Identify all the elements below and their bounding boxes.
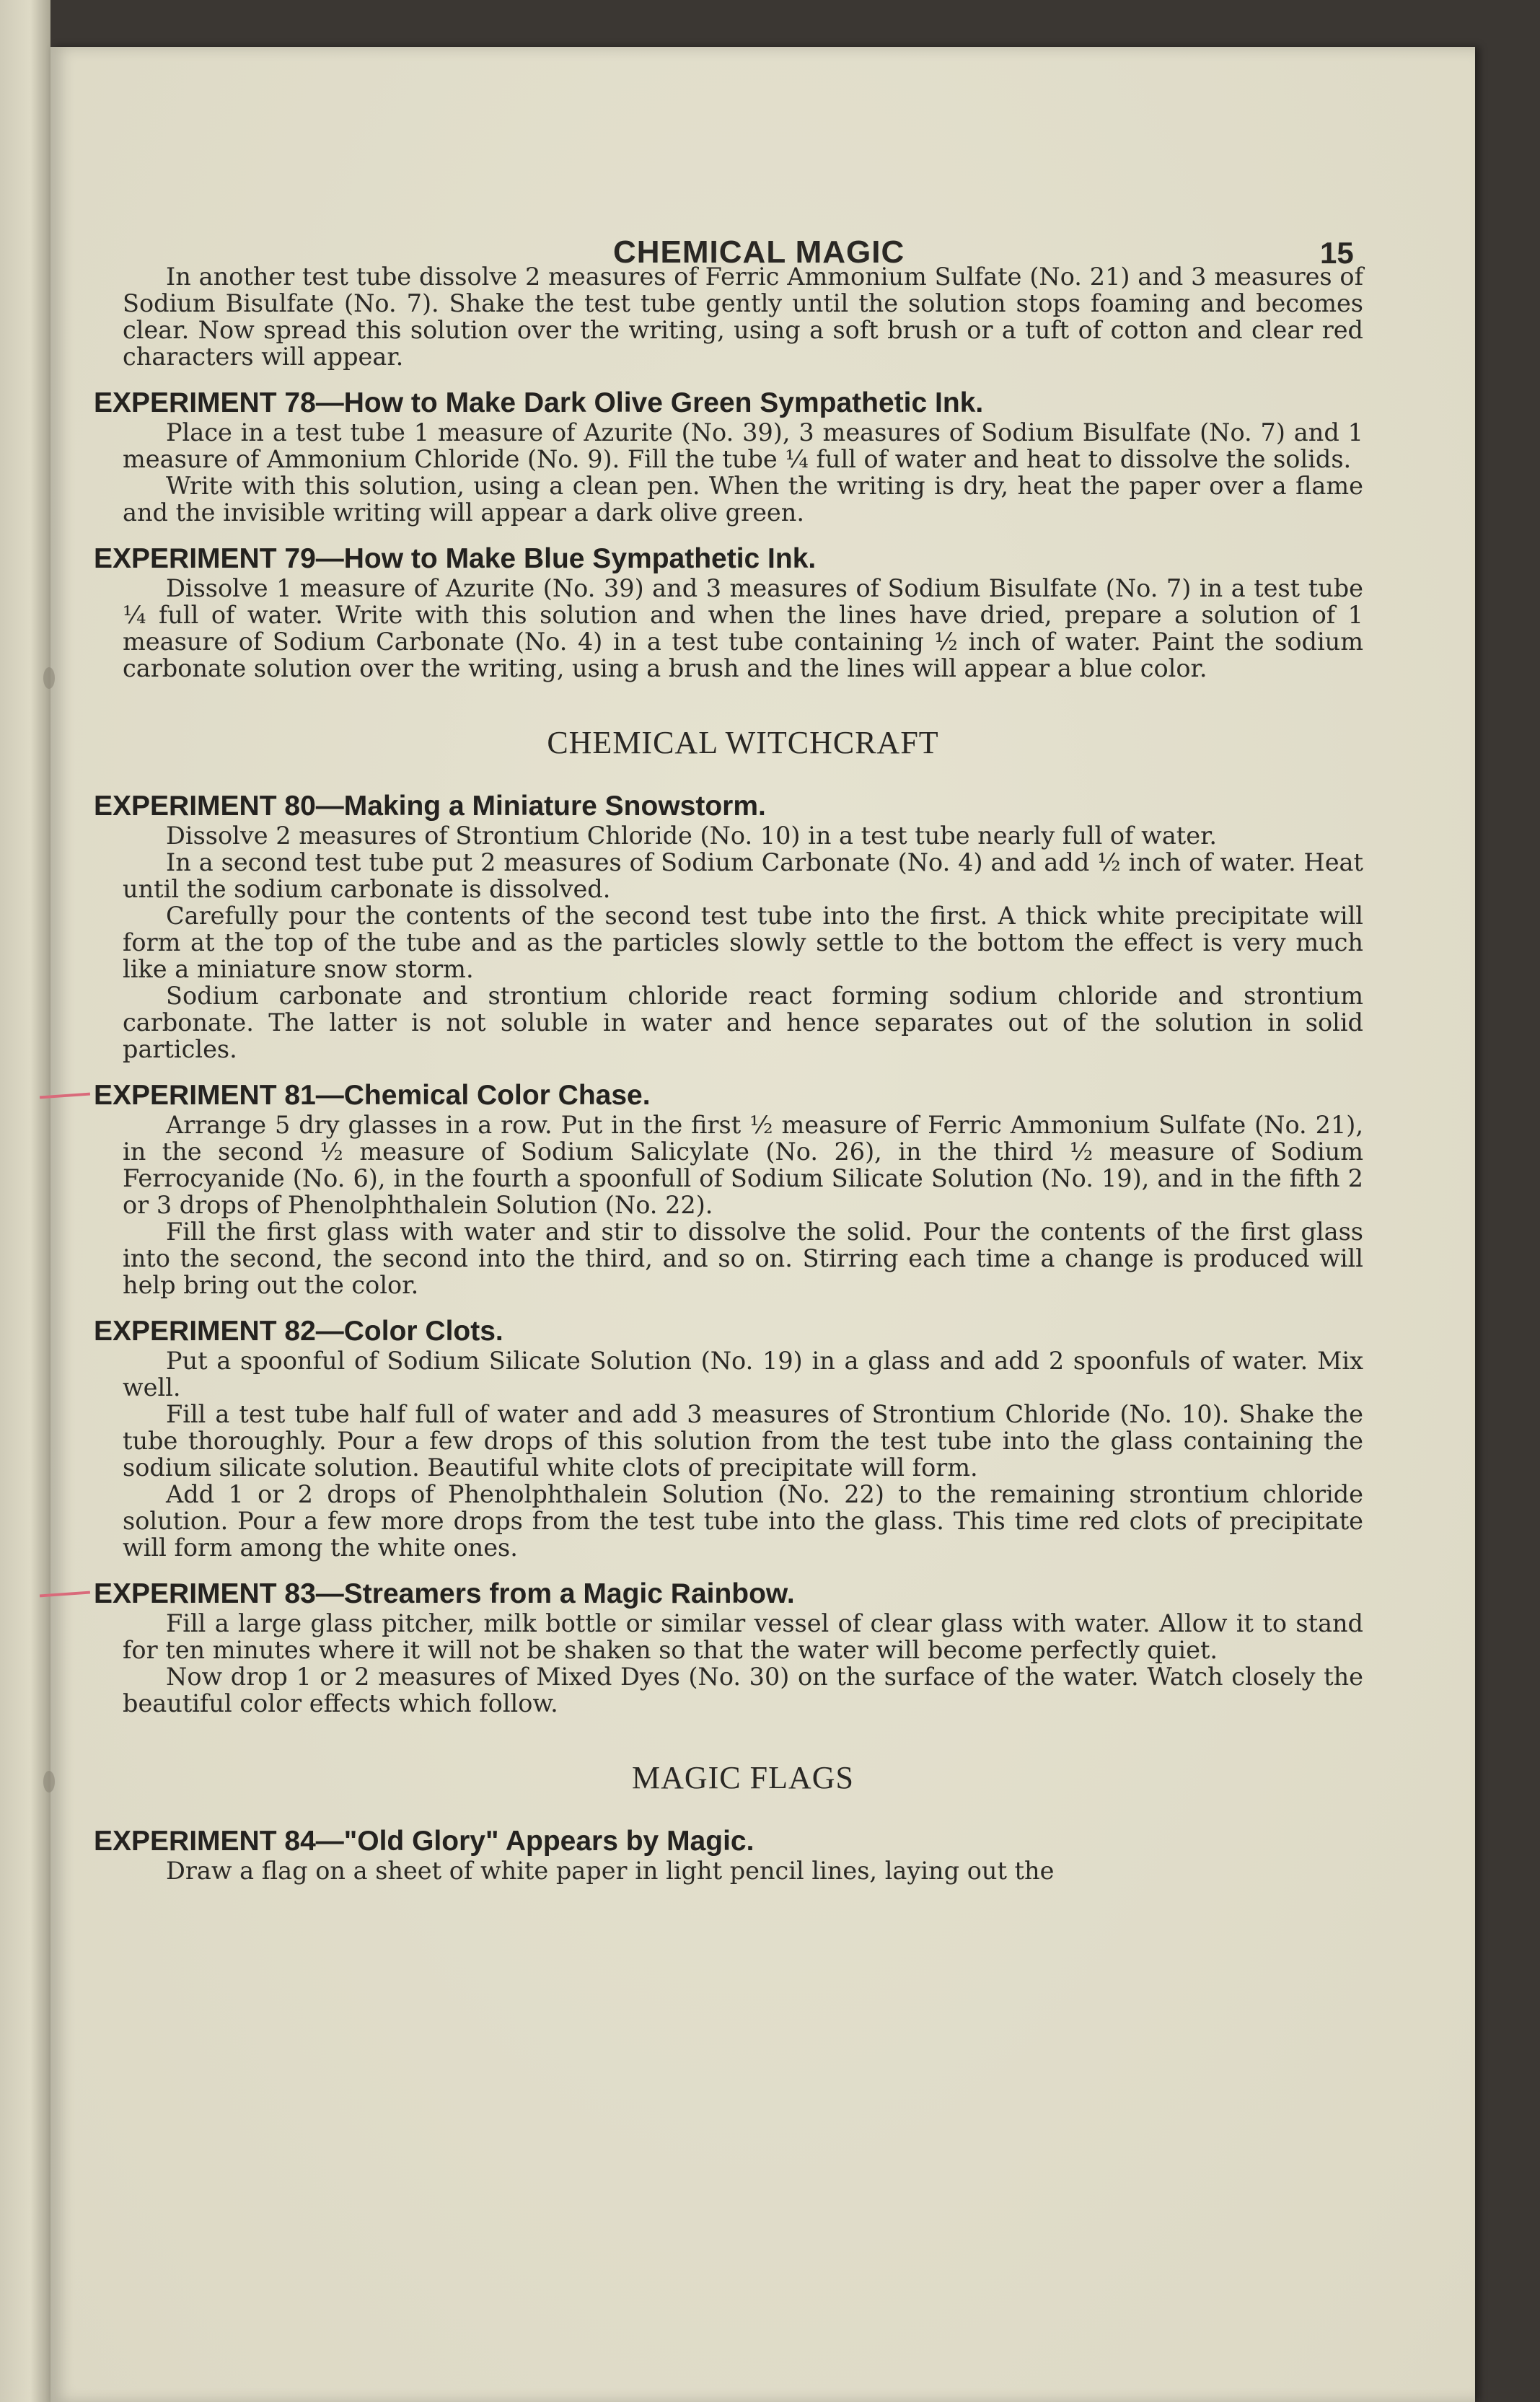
experiment-80 xyxy=(94,791,1363,1063)
paragraph: Fill a test tube half full of water and add 3 measures of Strontium Chloride (No. 10). Shake the tube thoroughly. Pour a few drops of this solution from the test tube into the glass containing the sodium silicate solution. Beautiful white clots of precipitate will form. xyxy=(123,1400,1363,1482)
paragraph: Arrange 5 dry glasses in a row. Put in the first ½ measure of Ferric Ammonium Sulfate (No. 21), in the second ½ measure of Sodium Salicylate (No. 26), in the third ½ measure of Sodium Ferrocyanide (No. 6), in the fourth a spoonfull of Sodium Silicate Solution (No. 19), and in the fifth 2 or 3 drops of Phenolphthalein Solution (No. 22). xyxy=(123,1111,1363,1219)
experiment-number: EXPERIMENT 79 xyxy=(94,543,316,574)
experiment-82 xyxy=(94,1316,1363,1562)
paragraph: Put a spoonful of Sodium Silicate Solution (No. 19) in a glass and add 2 spoonfuls of water. Mix well. xyxy=(123,1347,1363,1402)
paragraph: Place in a test tube 1 measure of Azurite (No. 39), 3 measures of Sodium Bisulfate (No. 7) and 1 measure of Ammonium Chloride (No. 9). Fill the tube ¼ full of water and heat to dissolve the solids. xyxy=(123,418,1363,473)
section-title-chemical-witchcraft: CHEMICAL WITCHCRAFT xyxy=(547,725,939,760)
experiment-number: EXPERIMENT 84 xyxy=(94,1826,316,1857)
experiment-84 xyxy=(94,1826,1363,1885)
experiment-78 xyxy=(94,387,1363,527)
experiment-number: EXPERIMENT 81 xyxy=(94,1080,316,1111)
page-body xyxy=(94,263,1363,1885)
paragraph: Fill the first glass with water and stir to dissolve the solid. Pour the contents of the first glass into the second, the second into the third, and so on. Stirring each time a change is produced will help bring out the color. xyxy=(123,1218,1363,1299)
experiment-title: —Streamers from a Magic Rainbow. xyxy=(315,1578,795,1609)
experiment-number: EXPERIMENT 83 xyxy=(94,1578,316,1609)
page-number: 15 xyxy=(1320,236,1354,270)
experiment-number: EXPERIMENT 78 xyxy=(94,387,316,418)
paragraph: In a second test tube put 2 measures of Sodium Carbonate (No. 4) and add ½ inch of water. Heat until the sodium carbonate is dissolved. xyxy=(123,848,1363,903)
left-page-edge xyxy=(0,0,50,2402)
experiment-title: —"Old Glory" Appears by Magic. xyxy=(315,1826,754,1857)
experiment-title: —How to Make Dark Olive Green Sympathetic Ink. xyxy=(315,387,984,418)
paragraph: Draw a flag on a sheet of white paper in light pencil lines, laying out the xyxy=(166,1857,1055,1885)
experiment-heading xyxy=(94,543,1363,575)
paragraph: Fill a large glass pitcher, milk bottle or similar vessel of clear glass with water. Allow it to stand for ten minutes where it will not be shaken so that the water will become perfectly quiet. xyxy=(123,1609,1363,1664)
experiment-heading xyxy=(94,1826,1363,1857)
paragraph: Write with this solution, using a clean pen. When the writing is dry, heat the paper over a flame and the invisible writing will appear a dark olive green. xyxy=(123,472,1363,527)
experiment-title: —Chemical Color Chase. xyxy=(315,1080,651,1111)
experiment-title: —How to Make Blue Sympathetic Ink. xyxy=(315,543,817,574)
paragraph: Sodium carbonate and strontium chloride react forming sodium chloride and strontium carbonate. The latter is not soluble in water and hence separates out of the solution in solid particles. xyxy=(123,982,1363,1063)
paragraph: Now drop 1 or 2 measures of Mixed Dyes (No. 30) on the surface of the water. Watch closely the beautiful color effects which follow. xyxy=(123,1663,1363,1717)
paragraph: Carefully pour the contents of the second test tube into the first. A thick white precipitate will form at the top of the tube and as the particles slowly settle to the bottom the effect is very much like a miniature snow storm. xyxy=(123,902,1363,983)
experiment-83 xyxy=(94,1578,1363,1717)
experiment-heading xyxy=(94,791,1363,822)
experiment-heading xyxy=(94,1578,1363,1610)
binding-hole xyxy=(43,1771,55,1792)
section-title-magic-flags: MAGIC FLAGS xyxy=(631,1760,855,1795)
experiment-heading xyxy=(94,1080,1363,1112)
experiment-heading xyxy=(94,1316,1363,1347)
binding-hole xyxy=(43,667,55,689)
paragraph: Add 1 or 2 drops of Phenolphthalein Solution (No. 22) to the remaining strontium chloride solution. Pour a few more drops from the test tube into the glass. This time red clots of precipitate will form among the white ones. xyxy=(123,1480,1363,1562)
intro-paragraph: In another test tube dissolve 2 measures of Ferric Ammonium Sulfate (No. 21) and 3 measures of Sodium Bisulfate (No. 7). Shake the test tube gently until the solution stops foaming and becomes clear. Now spread this solution over the writing, using a soft brush or a tuft of cotton and clear red characters will appear. xyxy=(123,263,1363,371)
paragraph: Dissolve 2 measures of Strontium Chloride (No. 10) in a test tube nearly full of water. xyxy=(166,822,1218,850)
experiment-81 xyxy=(94,1080,1363,1299)
experiment-number: EXPERIMENT 82 xyxy=(94,1316,316,1347)
experiment-title: —Making a Miniature Snowstorm. xyxy=(315,791,766,822)
experiment-title: —Color Clots. xyxy=(315,1316,503,1347)
paragraph: Dissolve 1 measure of Azurite (No. 39) and 3 measures of Sodium Bisulfate (No. 7) in a test tube ¼ full of water. Write with this solution and when the lines have dried, prepare a solution of 1 measure of Sodium Carbonate (No. 4) in a test tube containing ½ inch of water. Paint the sodium carbonate solution over the writing, using a brush and the lines will appear a blue color. xyxy=(123,574,1363,682)
experiment-79 xyxy=(94,543,1363,682)
experiment-number: EXPERIMENT 80 xyxy=(94,791,316,822)
page-title: CHEMICAL MAGIC xyxy=(613,234,905,270)
experiment-heading xyxy=(94,387,1363,419)
